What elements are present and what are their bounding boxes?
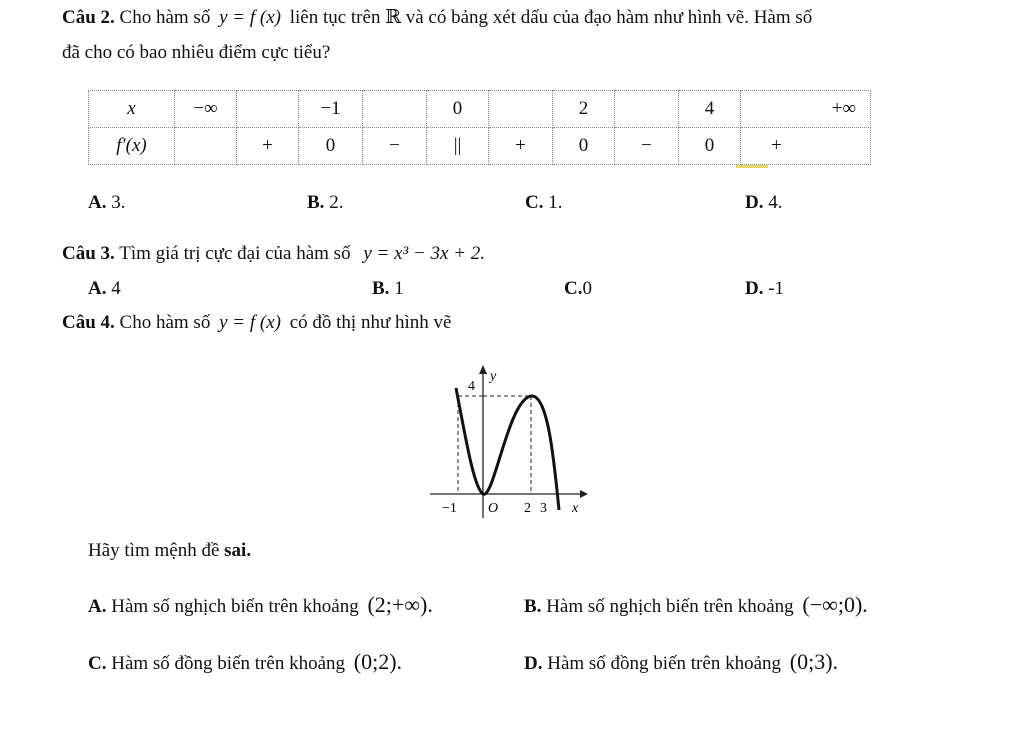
q2-option-b[interactable]: B. 2. (307, 192, 344, 213)
q3-option-c[interactable]: C.0 (564, 278, 592, 299)
sign-table-x-row (89, 91, 871, 128)
sign-cell: + (237, 128, 299, 165)
q2-option-d[interactable]: D. 4. (745, 192, 783, 213)
q4-text-b: có đồ thị như hình vẽ (289, 312, 452, 333)
q4-option-c[interactable]: C. Hàm số đồng biến trên khoảng (0;2). (88, 649, 403, 674)
q4-line (62, 312, 451, 334)
q2-text-b: liên tục trên ℝ và có bảng xét dấu của đạo hàm như hình vẽ. Hàm số (289, 7, 813, 28)
q3-label: Câu 3. (62, 243, 115, 264)
sign-cell: 0 (299, 128, 363, 165)
q2-line2: đã cho có bao nhiêu điểm cực tiểu? (62, 42, 331, 63)
sign-cell: 0 (553, 128, 615, 165)
q4-function: y = f (x) (219, 312, 281, 333)
q2-text-a: Cho hàm số (119, 7, 211, 28)
q2-function: y = f (x) (219, 7, 281, 28)
x-value: 0 (427, 91, 489, 128)
x-value: −∞ (175, 91, 237, 128)
function-graph (430, 360, 600, 520)
q3-option-d[interactable]: D. -1 (745, 278, 785, 299)
q3-option-a[interactable]: A. 4 (88, 278, 121, 299)
sign-table-derivative-row (89, 128, 871, 165)
q4-prompt: Hãy tìm mệnh đề sai. (88, 540, 252, 561)
x-tick-minus1: −1 (442, 501, 457, 516)
x-value: +∞ (741, 91, 871, 128)
y-axis-label: y (490, 369, 497, 384)
q4-text-a: Cho hàm số (119, 312, 211, 333)
sign-cell: || (427, 128, 489, 165)
q2-label: Câu 2. (62, 7, 115, 28)
q3-option-b[interactable]: B. 1 (372, 278, 404, 299)
x-tick-2: 2 (524, 501, 531, 516)
sign-cell: + (489, 128, 553, 165)
sign-cell: 0 (679, 128, 741, 165)
q3-line (62, 243, 485, 265)
q2-option-a[interactable]: A. 3. (88, 192, 126, 213)
q4-option-d[interactable]: D. Hàm số đồng biến trên khoảng (0;3). (524, 649, 839, 674)
sign-table (88, 90, 871, 165)
origin-label: O (488, 501, 499, 516)
x-value: −1 (299, 91, 363, 128)
function-curve (456, 388, 559, 510)
x-axis-label: x (572, 501, 579, 516)
f-prime-header: f′(x) (89, 128, 175, 165)
q3-text: Tìm giá trị cực đại của hàm số (119, 243, 351, 264)
q4-label: Câu 4. (62, 312, 115, 333)
q3-function: y = x³ − 3x + 2. (363, 243, 486, 264)
x-tick-3: 3 (540, 501, 547, 516)
x-value: 2 (553, 91, 615, 128)
y-tick-4: 4 (468, 379, 475, 394)
q4-option-b[interactable]: B. Hàm số nghịch biến trên khoảng (−∞;0). (524, 592, 868, 617)
q4-option-a[interactable]: A. Hàm số nghịch biến trên khoảng (2;+∞). (88, 592, 433, 617)
sign-cell: + (741, 128, 871, 165)
x-axis-arrow (580, 490, 588, 498)
q2-option-c[interactable]: C. 1. (525, 192, 563, 213)
y-axis-arrow (479, 365, 487, 374)
sign-cell: − (363, 128, 427, 165)
highlight-mark (736, 165, 768, 168)
x-value: 4 (679, 91, 741, 128)
x-header: x (89, 91, 175, 128)
sign-cell: − (615, 128, 679, 165)
q2-line1 (62, 6, 812, 29)
